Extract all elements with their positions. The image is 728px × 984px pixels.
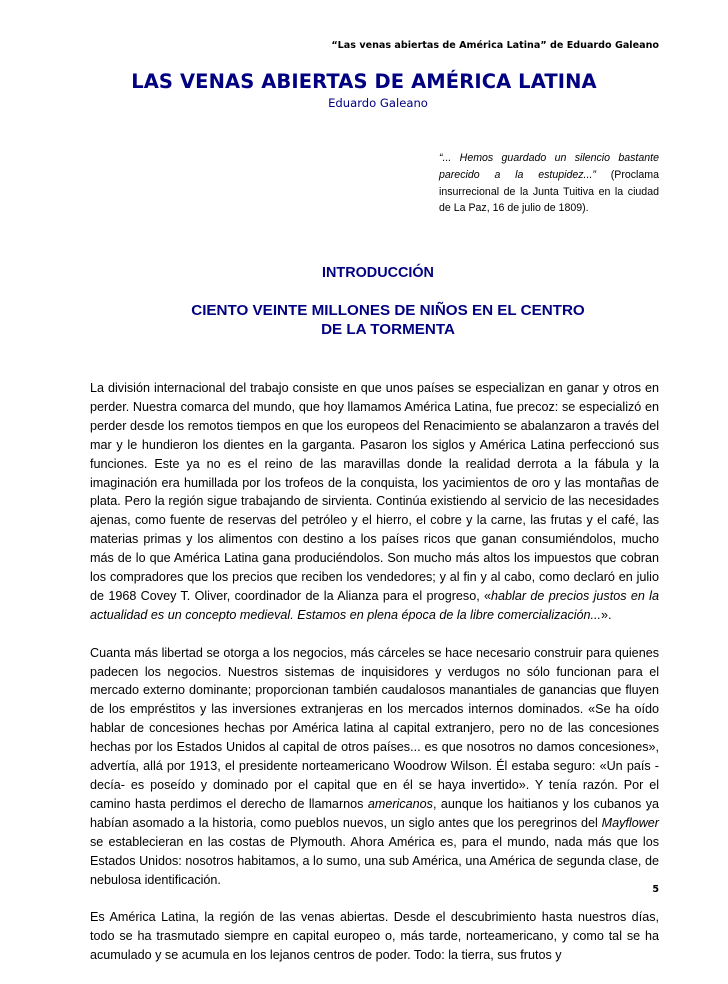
paragraph-2-text-c: se establecieran en las costas de Plymouth. Ahora América es, para el mundo, nada más que los Estados Unidos: nosotros habitamos, a lo sumo, una sub América, una América de segunda clase, de nebulosa identificación. [90, 834, 659, 887]
paragraph-1-text: La división internacional del trabajo consiste en que unos países se especializan en ganar y otros en perder. Nuestra comarca del mundo, que hoy llamamos América Latina, fue precoz: se especializó en perder desde los remotos tiempos en que los europeos del Renacimiento se abalanzaron a través del mar y le hundieron los dientes en la garganta. Pasaron los siglos y América Latina perfeccionó sus funciones. Este ya no es el reino de las maravillas donde la realidad derrota a la fábula y la imaginación era humillada por los trofeos de la conquista, los yacimientos de oro y las montañas de plata. Pero la región sigue trabajando de sirvienta. Continúa existiendo al servicio de las necesidades ajenas, como fuente de reservas del petróleo y el hierro, el cobre y la carne, las frutas y el café, las materias primas y los alimentos con destino a los países ricos que ganan consumiéndolos, mucho más de lo que América Latina gana produciéndolos. Son mucho más altos los impuestos que cobran los compradores que los precios que reciben los vendedores; y al fin y al cabo, como declaró en julio de 1968 Covey T. Oliver, coordinador de la Alianza para el progreso, « [90, 381, 659, 603]
chapter-title: CIENTO VEINTE MILLONES DE NIÑOS EN EL CENTRO DE LA TORMENTA [191, 302, 585, 338]
book-author: Eduardo Galeano [328, 96, 428, 110]
paragraph-2-emphasis-mayflower: Mayflower [601, 815, 659, 830]
epigraph [439, 150, 659, 217]
paragraph-3-text: Es América Latina, la región de las venas abiertas. Desde el descubrimiento hasta nuestros días, todo se ha trasmutado siempre en capital europeo o, más tarde, norteamericano, y como tal se ha acumulado y se acumula en los lejanos centros de poder. Todo: la tierra, sus frutos y [90, 910, 659, 963]
body-text [90, 379, 659, 984]
paragraph-2-emphasis-americanos: americanos [367, 796, 433, 811]
epigraph-quote: “... Hemos guardado un silencio bastante parecido a la estupidez...” [439, 152, 659, 181]
page-number: 5 [652, 884, 659, 895]
paragraph-3 [90, 908, 659, 965]
paragraph-2-text-a: Cuanta más libertad se otorga a los negocios, más cárceles se hace necesario construir para quienes padecen los negocios. Nuestros sistemas de inquisidores y verdugos no sólo funcionan para el mercado externo dominante; proporcionan también caudalosos manantiales de ganancias que fluyen de los empréstitos y las inversiones extranjeras en los mercados internos dominados. «Se ha oído hablar de concesiones hechas por América latina al capital extranjero, pero no de las concesiones hechas por los Estados Unidos al capital de otros países... es que nosotros no damos concesiones», advertía, allá por 1913, el presidente norteamericano Woodrow Wilson. Él estaba seguro: «Un país -decía- es poseído y dominado por el capital que en él se haya invertido». Y tenía razón. Por el camino hasta perdimos el derecho de llamarnos [90, 645, 659, 811]
paragraph-2-text-b: , aunque los haitianos y los cubanos ya habían asomado a la historia, como pueblos nuevos, un siglo antes que los peregrinos del [90, 796, 659, 830]
paragraph-1-quote: hablar de precios justos en la actualidad es un concepto medieval. Estamos en plena época de la libre comercialización... [90, 588, 659, 622]
book-title: LAS VENAS ABIERTAS DE AMÉRICA LATINA [131, 70, 597, 93]
paragraph-1 [90, 379, 659, 625]
section-title: INTRODUCCIÓN [322, 265, 434, 281]
running-header: “Las venas abiertas de América Latina” de Eduardo Galeano [331, 40, 659, 51]
paragraph-1-end: ». [601, 607, 612, 622]
paragraph-2 [90, 644, 659, 890]
epigraph-source: (Proclama insurrecional de la Junta Tuitiva en la ciudad de La Paz, 16 de julio de 1809). [439, 168, 660, 215]
